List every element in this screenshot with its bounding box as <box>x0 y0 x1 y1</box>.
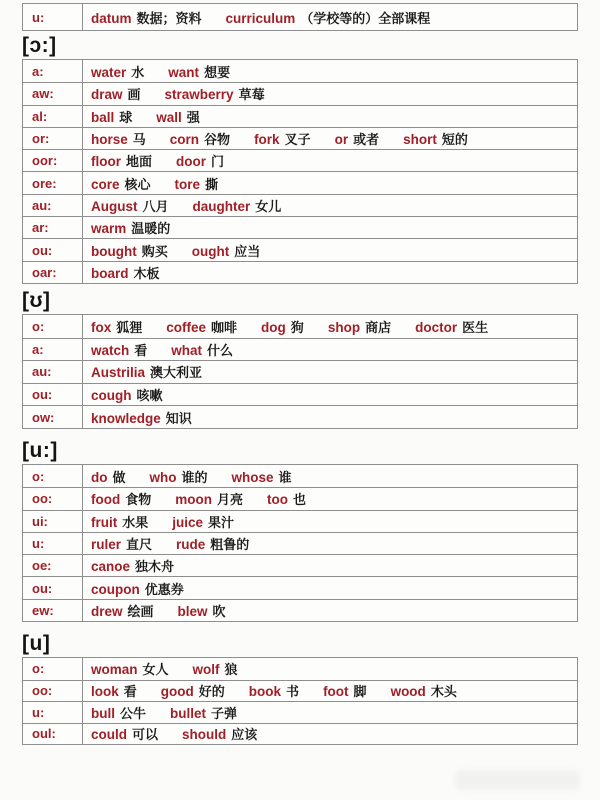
word-entry <box>176 151 224 170</box>
pattern-label: ore: <box>23 172 83 193</box>
english-word: fork <box>254 132 280 148</box>
chinese-translation: 狐狸 <box>116 319 143 335</box>
chinese-translation: 医生 <box>462 319 489 335</box>
table-row <box>23 4 577 30</box>
word-entry <box>91 317 142 336</box>
word-entry <box>91 681 137 700</box>
chinese-translation: 狼 <box>224 662 238 678</box>
word-entry <box>172 512 234 531</box>
pattern-label: ar: <box>23 217 83 238</box>
chinese-translation: 短的 <box>441 132 468 148</box>
word-entry <box>91 703 146 722</box>
table-row <box>23 658 577 680</box>
chinese-translation: 水 <box>131 64 145 80</box>
row-entries <box>83 217 577 238</box>
english-word: ball <box>91 109 115 125</box>
word-entry <box>165 84 265 103</box>
row-entries <box>83 195 577 216</box>
table-row <box>23 405 577 428</box>
word-entry <box>192 241 261 260</box>
word-entry <box>91 659 169 678</box>
english-word: core <box>91 176 120 192</box>
english-word: bull <box>91 705 115 721</box>
chinese-translation: 木板 <box>133 265 160 281</box>
chinese-translation: 独木舟 <box>135 559 175 575</box>
chinese-translation: 看 <box>134 342 148 358</box>
row-entries <box>83 465 577 487</box>
chinese-translation: 月亮 <box>217 492 244 508</box>
word-entry <box>156 107 200 126</box>
section-continued-u <box>22 3 578 31</box>
english-word: bought <box>91 243 137 259</box>
table-row <box>23 723 577 745</box>
phonics-table <box>22 464 578 622</box>
chinese-translation: 公牛 <box>120 705 147 721</box>
chinese-translation: 八月 <box>142 198 169 214</box>
table-row <box>23 238 577 260</box>
row-entries <box>83 555 577 576</box>
table-row <box>23 315 577 338</box>
row-entries <box>83 106 577 127</box>
row-entries <box>83 128 577 149</box>
chinese-translation: 咖啡 <box>211 319 238 335</box>
pattern-label: ow: <box>23 406 83 428</box>
word-entry <box>91 263 160 282</box>
word-entry <box>91 107 132 126</box>
english-word: too <box>267 492 289 508</box>
pattern-label: oul: <box>23 724 83 745</box>
chinese-translation: 想要 <box>204 64 231 80</box>
chinese-translation: 应当 <box>234 243 261 259</box>
chinese-translation: 绘画 <box>127 603 154 619</box>
chinese-translation: 粗鲁的 <box>210 536 250 552</box>
row-entries <box>83 488 577 509</box>
english-word: knowledge <box>91 410 161 426</box>
english-word: tore <box>174 176 201 192</box>
english-word: whose <box>231 469 274 485</box>
row-entries <box>83 315 577 338</box>
pattern-label: o: <box>23 465 83 487</box>
word-entry <box>254 129 311 148</box>
english-word: book <box>248 684 282 700</box>
table-row <box>23 554 577 576</box>
row-entries <box>83 4 577 30</box>
english-word: coupon <box>91 581 140 597</box>
word-entry <box>91 340 147 359</box>
row-entries <box>83 533 577 554</box>
table-row <box>23 532 577 554</box>
pattern-label: o: <box>23 658 83 680</box>
chinese-translation: 果汁 <box>208 514 235 530</box>
word-entry <box>91 512 148 531</box>
english-word: juice <box>172 514 204 530</box>
pattern-label: oo: <box>23 488 83 509</box>
table-row <box>23 383 577 406</box>
english-word: floor <box>91 154 121 170</box>
table-row <box>23 465 577 487</box>
english-word: board <box>91 265 129 281</box>
word-entry <box>91 218 170 237</box>
english-word: fox <box>91 319 112 335</box>
english-word: corn <box>169 132 200 148</box>
english-word: foot <box>323 684 349 700</box>
english-word: August <box>91 198 138 214</box>
english-word: who <box>149 469 177 485</box>
word-entry <box>328 317 391 336</box>
table-row <box>23 171 577 193</box>
english-word: what <box>171 342 203 358</box>
word-entry <box>91 579 184 598</box>
english-word: good <box>160 684 194 700</box>
chinese-translation: 数据；资料 <box>136 10 202 26</box>
table-row <box>23 360 577 383</box>
section-open-o-long <box>22 35 578 284</box>
chinese-translation: 咳嗽 <box>136 388 163 404</box>
english-word: draw <box>91 87 123 103</box>
pattern-label: ui: <box>23 511 83 532</box>
row-entries <box>83 150 577 171</box>
chinese-translation: 做 <box>112 469 126 485</box>
word-entry <box>91 489 151 508</box>
table-row <box>23 599 577 621</box>
english-word: woman <box>91 662 138 678</box>
word-entry <box>335 129 380 148</box>
chinese-translation: 狗 <box>290 319 304 335</box>
word-entry <box>415 317 488 336</box>
chinese-translation: 撕 <box>205 176 219 192</box>
pattern-label: oor: <box>23 150 83 171</box>
english-word: want <box>168 64 200 80</box>
chinese-translation: 谷物 <box>204 132 231 148</box>
row-entries <box>83 702 577 723</box>
word-entry <box>232 467 292 486</box>
word-entry <box>91 724 158 743</box>
pattern-label: ou: <box>23 577 83 598</box>
word-entry <box>323 681 367 700</box>
chinese-translation: 地面 <box>126 154 153 170</box>
chinese-translation: 购买 <box>141 243 168 259</box>
english-word: do <box>91 469 108 485</box>
pattern-label: oar: <box>23 262 83 283</box>
chinese-translation: 女儿 <box>255 198 282 214</box>
pattern-label: aw: <box>23 83 83 104</box>
row-entries <box>83 658 577 680</box>
row-entries <box>83 600 577 621</box>
row-entries <box>83 60 577 82</box>
word-entry <box>91 362 202 381</box>
english-word: ought <box>191 243 230 259</box>
english-word: warm <box>91 221 127 237</box>
phonics-table <box>22 314 578 429</box>
english-word: coffee <box>166 319 207 335</box>
english-word: doctor <box>415 319 458 335</box>
scan-artifact <box>455 770 580 790</box>
phonics-table <box>22 59 578 284</box>
chinese-translation: 也 <box>293 492 307 508</box>
word-entry <box>91 408 192 427</box>
pattern-label: au: <box>23 195 83 216</box>
pattern-label: ou: <box>23 239 83 260</box>
chinese-translation: 强 <box>186 109 200 125</box>
english-word: blew <box>177 603 208 619</box>
table-row <box>23 576 577 598</box>
word-entry <box>171 340 233 359</box>
chinese-translation: 温暖的 <box>131 221 171 237</box>
row-entries <box>83 361 577 383</box>
english-word: wall <box>156 109 182 125</box>
table-row <box>23 194 577 216</box>
section-u-long <box>22 440 578 622</box>
phonetic-heading: [ɔ:] <box>22 34 57 57</box>
row-entries <box>83 239 577 260</box>
word-entry <box>91 241 168 260</box>
english-word: rude <box>176 536 206 552</box>
english-word: strawberry <box>164 87 234 103</box>
word-entry <box>150 467 208 486</box>
english-word: watch <box>91 342 130 358</box>
section-u-short <box>22 633 578 745</box>
chinese-translation: 看 <box>123 684 137 700</box>
english-word: fruit <box>91 514 118 530</box>
word-entry <box>91 385 163 404</box>
phonetic-heading: [u:] <box>22 438 58 462</box>
english-word: datum <box>91 10 132 26</box>
word-entry <box>91 174 151 193</box>
english-word: short <box>403 132 437 148</box>
row-entries <box>83 172 577 193</box>
english-word: or <box>334 132 349 148</box>
word-entry <box>91 62 144 81</box>
word-entry <box>391 681 457 700</box>
chinese-translation: 子弹 <box>211 705 238 721</box>
chinese-translation: 马 <box>132 132 146 148</box>
table-row <box>23 105 577 127</box>
word-entry <box>91 196 169 215</box>
chinese-translation: 或者 <box>353 132 380 148</box>
english-word: wood <box>390 684 426 700</box>
english-word: should <box>182 727 227 743</box>
chinese-translation: 好的 <box>198 684 225 700</box>
word-entry <box>91 129 146 148</box>
chinese-translation: 商店 <box>365 319 392 335</box>
english-word: daughter <box>192 198 251 214</box>
chinese-translation: 澳大利亚 <box>150 365 203 381</box>
pattern-label: au: <box>23 361 83 383</box>
table-row <box>23 82 577 104</box>
word-entry <box>267 489 306 508</box>
english-word: food <box>91 492 121 508</box>
phonics-table <box>22 657 578 745</box>
chinese-translation: 木头 <box>430 684 457 700</box>
table-row <box>23 60 577 82</box>
table-row <box>23 510 577 532</box>
english-word: door <box>176 154 207 170</box>
section-horseshoe-u <box>22 290 578 429</box>
word-entry <box>175 174 219 193</box>
chinese-translation: 谁的 <box>181 469 208 485</box>
pattern-label: u: <box>23 4 83 30</box>
english-word: moon <box>175 492 213 508</box>
table-row <box>23 127 577 149</box>
chinese-translation: 脚 <box>353 684 367 700</box>
chinese-translation: （学校等的）全部课程 <box>300 10 431 26</box>
chinese-translation: 叉子 <box>284 132 311 148</box>
table-row <box>23 338 577 361</box>
row-entries <box>83 724 577 745</box>
word-entry <box>91 534 152 553</box>
chinese-translation: 画 <box>127 87 141 103</box>
word-entry <box>91 8 202 27</box>
word-entry <box>193 659 238 678</box>
table-row <box>23 487 577 509</box>
word-entry <box>175 489 243 508</box>
chinese-translation: 核心 <box>124 176 151 192</box>
row-entries <box>83 406 577 428</box>
english-word: horse <box>91 132 128 148</box>
table-row <box>23 680 577 702</box>
pattern-label: u: <box>23 702 83 723</box>
row-entries <box>83 262 577 283</box>
chinese-translation: 知识 <box>165 410 192 426</box>
chinese-translation: 食物 <box>125 492 152 508</box>
word-entry <box>176 534 249 553</box>
pattern-label: oe: <box>23 555 83 576</box>
table-row <box>23 261 577 283</box>
english-word: wolf <box>192 662 220 678</box>
word-entry <box>182 724 257 743</box>
word-entry <box>249 681 299 700</box>
english-word: ruler <box>91 536 122 552</box>
word-entry <box>193 196 282 215</box>
word-entry <box>91 601 154 620</box>
chinese-translation: 草莓 <box>238 87 265 103</box>
pattern-label: a: <box>23 339 83 361</box>
phonics-table <box>22 3 578 31</box>
pattern-label: al: <box>23 106 83 127</box>
english-word: water <box>91 64 127 80</box>
word-entry <box>226 8 431 27</box>
chinese-translation: 门 <box>211 154 225 170</box>
word-entry <box>91 556 174 575</box>
row-entries <box>83 384 577 406</box>
row-entries <box>83 83 577 104</box>
english-word: canoe <box>91 559 131 575</box>
english-word: curriculum <box>225 10 296 26</box>
pattern-label: o: <box>23 315 83 338</box>
chinese-translation: 球 <box>119 109 133 125</box>
row-entries <box>83 681 577 702</box>
pattern-label: ou: <box>23 384 83 406</box>
english-word: Austrilia <box>91 365 146 381</box>
pattern-label: ew: <box>23 600 83 621</box>
chinese-translation: 女人 <box>142 662 169 678</box>
chinese-translation: 水果 <box>122 514 149 530</box>
word-entry <box>170 703 237 722</box>
word-entry <box>166 317 237 336</box>
pattern-label: a: <box>23 60 83 82</box>
english-word: cough <box>91 388 132 404</box>
english-word: drew <box>91 603 123 619</box>
table-row <box>23 216 577 238</box>
table-row <box>23 701 577 723</box>
pattern-label: oo: <box>23 681 83 702</box>
chinese-translation: 书 <box>286 684 300 700</box>
word-entry <box>170 129 230 148</box>
table-row <box>23 149 577 171</box>
english-word: look <box>91 684 119 700</box>
word-entry <box>178 601 226 620</box>
english-word: could <box>91 727 127 743</box>
word-entry <box>91 151 152 170</box>
chinese-translation: 应该 <box>231 727 258 743</box>
english-word: dog <box>261 319 286 335</box>
word-entry <box>168 62 230 81</box>
english-word: bullet <box>170 705 207 721</box>
word-entry <box>403 129 468 148</box>
chinese-translation: 优惠券 <box>144 581 184 597</box>
chinese-translation: 什么 <box>207 342 234 358</box>
word-entry <box>261 317 304 336</box>
phonetic-heading: [ʊ] <box>22 288 51 312</box>
chinese-translation: 直尺 <box>126 536 153 552</box>
chinese-translation: 吹 <box>212 603 226 619</box>
pattern-label: u: <box>23 533 83 554</box>
english-word: shop <box>327 319 361 335</box>
row-entries <box>83 577 577 598</box>
word-entry <box>161 681 225 700</box>
chinese-translation: 谁 <box>278 469 292 485</box>
pattern-label: or: <box>23 128 83 149</box>
word-entry <box>91 84 141 103</box>
row-entries <box>83 339 577 361</box>
word-entry <box>91 467 126 486</box>
phonetic-heading: [u] <box>22 632 51 656</box>
row-entries <box>83 511 577 532</box>
chinese-translation: 可以 <box>132 727 159 743</box>
